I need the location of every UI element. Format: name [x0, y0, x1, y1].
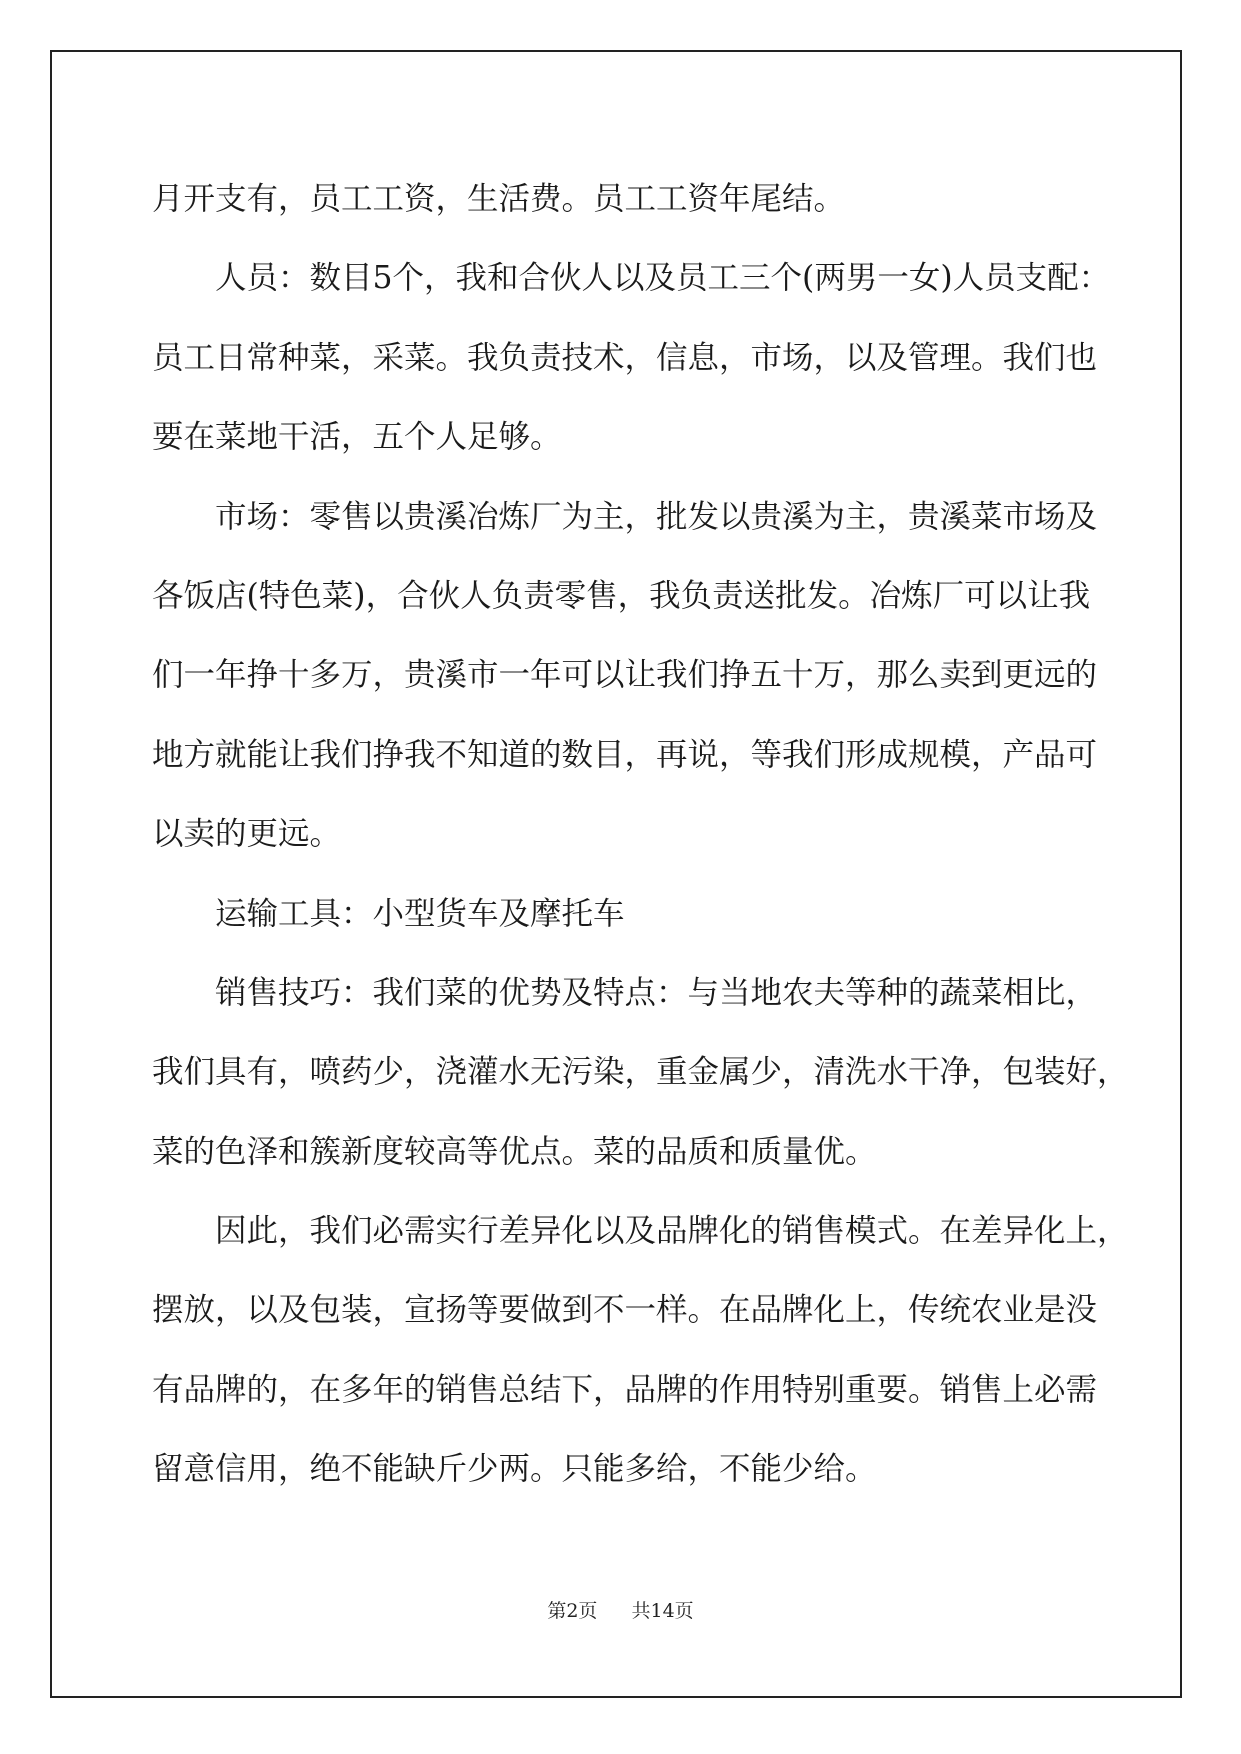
page-total: 共14页	[631, 1600, 694, 1622]
text-line-7: 们一年挣十多万，贵溪市一年可以让我们挣五十万，那么卖到更远的	[152, 657, 1098, 694]
text-line-12: 我们具有，喷药少，浇灌水无污染，重金属少，清洗水干净，包装好，	[152, 1054, 1129, 1091]
text-line-17: 留意信用，绝不能缺斤少两。只能多给，不能少给。	[152, 1451, 877, 1488]
text-line-14: 因此，我们必需实行差异化以及品牌化的销售模式。在差异化上，	[215, 1213, 1129, 1250]
text-line-8: 地方就能让我们挣我不知道的数目，再说，等我们形成规模，产品可	[152, 736, 1098, 773]
text-line-6: 各饭店(特色菜)，合伙人负责零售，我负责送批发。冶炼厂可以让我	[152, 577, 1091, 614]
text-line-13: 菜的色泽和簇新度较高等优点。菜的品质和质量优。	[152, 1133, 877, 1170]
page-number: 第2页	[547, 1600, 598, 1622]
text-line-15: 摆放，以及包装，宣扬等要做到不一样。在品牌化上，传统农业是没	[152, 1292, 1098, 1329]
text-line-1: 月开支有，员工工资，生活费。员工工资年尾结。	[152, 181, 846, 217]
text-line-16: 有品牌的，在多年的销售总结下，品牌的作用特别重要。销售上必需	[152, 1371, 1098, 1408]
text-line-11: 销售技巧：我们菜的优势及特点：与当地农夫等种的蔬菜相比，	[215, 974, 1098, 1011]
text-line-4: 要在菜地干活，五个人足够。	[152, 419, 562, 456]
text-line-3: 员工日常种菜，采菜。我负责技术，信息，市场，以及管理。我们也	[152, 339, 1098, 376]
page-footer	[0, 1596, 1241, 1623]
text-line-5: 市场：零售以贵溪冶炼厂为主，批发以贵溪为主，贵溪菜市场及	[215, 498, 1098, 535]
text-line-10: 运输工具：小型货车及摩托车	[215, 895, 625, 932]
document-body	[152, 160, 1129, 1510]
text-line-9: 以卖的更远。	[152, 816, 342, 853]
text-line-2: 人员：数目5个，我和合伙人以及员工三个(两男一女)人员支配：	[215, 260, 1111, 297]
